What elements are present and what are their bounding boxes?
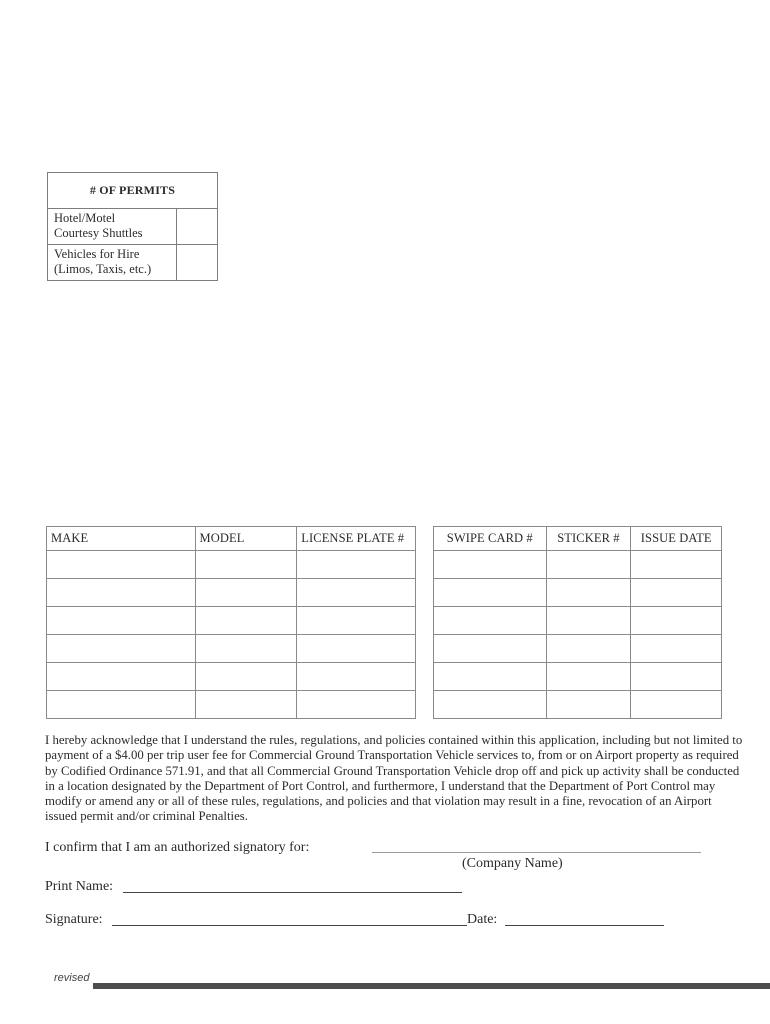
permits-row-label-line1: Vehicles for Hire [54, 247, 140, 261]
license-plate-cell[interactable] [297, 663, 416, 691]
license-plate-cell[interactable] [297, 635, 416, 663]
model-cell[interactable] [195, 579, 297, 607]
sticker-cell[interactable] [546, 551, 631, 579]
swipe-card-cell[interactable] [434, 663, 547, 691]
table-row [434, 691, 722, 719]
permits-row-label-line2: (Limos, Taxis, etc.) [54, 262, 152, 276]
table-row [47, 579, 416, 607]
license-plate-cell[interactable] [297, 691, 416, 719]
model-cell[interactable] [195, 635, 297, 663]
permits-row-label [48, 245, 177, 281]
sticker-cell[interactable] [546, 691, 631, 719]
swipe-card-cell[interactable] [434, 579, 547, 607]
permits-row-label [48, 209, 177, 245]
make-cell[interactable] [47, 663, 196, 691]
model-cell[interactable] [195, 663, 297, 691]
swipe-card-cell[interactable] [434, 551, 547, 579]
model-column-header: MODEL [195, 527, 297, 551]
permits-row-label-line1: Hotel/Motel [54, 211, 116, 225]
swipe-card-cell[interactable] [434, 635, 547, 663]
issue-date-cell[interactable] [631, 635, 722, 663]
issue-date-cell[interactable] [631, 663, 722, 691]
table-row [47, 551, 416, 579]
company-name-field[interactable] [372, 852, 701, 853]
license-plate-cell[interactable] [297, 607, 416, 635]
make-column-header: MAKE [47, 527, 196, 551]
table-row [434, 579, 722, 607]
signatory-label: I confirm that I am an authorized signatory for: [45, 840, 310, 855]
permits-header: # OF PERMITS [48, 173, 218, 209]
date-field[interactable] [505, 925, 664, 926]
permits-row-label-line2: Courtesy Shuttles [54, 226, 143, 240]
issue-date-cell[interactable] [631, 607, 722, 635]
sticker-cell[interactable] [546, 635, 631, 663]
make-cell[interactable] [47, 579, 196, 607]
permit-issue-table [433, 526, 722, 719]
permits-row-shuttles [48, 209, 218, 245]
table-row [434, 607, 722, 635]
issue-date-cell[interactable] [631, 579, 722, 607]
sticker-column-header: STICKER # [546, 527, 631, 551]
table-row [47, 663, 416, 691]
sticker-cell[interactable] [546, 607, 631, 635]
vehicle-info-table [46, 526, 416, 719]
date-label: Date: [467, 912, 498, 927]
model-cell[interactable] [195, 691, 297, 719]
signature-field[interactable] [112, 925, 467, 926]
make-cell[interactable] [47, 635, 196, 663]
company-name-caption: (Company Name) [462, 856, 563, 871]
model-cell[interactable] [195, 551, 297, 579]
model-cell[interactable] [195, 607, 297, 635]
table-row [434, 635, 722, 663]
make-cell[interactable] [47, 607, 196, 635]
issue-date-column-header: ISSUE DATE [631, 527, 722, 551]
permits-row-vehicles-for-hire [48, 245, 218, 281]
make-cell[interactable] [47, 551, 196, 579]
table-row [47, 607, 416, 635]
table-row [434, 663, 722, 691]
issue-date-cell[interactable] [631, 551, 722, 579]
permits-table [47, 172, 218, 281]
table-row [434, 551, 722, 579]
license-plate-cell[interactable] [297, 579, 416, 607]
swipe-card-cell[interactable] [434, 607, 547, 635]
swipe-card-cell[interactable] [434, 691, 547, 719]
acknowledgement-text: I hereby acknowledge that I understand the rules, regulations, and policies contained within this application, including but not limited to payment of a $4.00 per trip user fee for Commercial Ground Transportation Vehicle services to, from or on Airport property as required by Codified Ordinance 571.91, and that all Commercial Ground Transportation Vehicle drop off and pick up activity shall be conducted in a location designated by the Department of Port Control, and furthermore, I understand that the Department of Port Control may modify or amend any or all of these rules, regulations, and policies and that violation may result in a fine, revocation of an Airport issued permit and/or criminal Penalties. [45, 733, 743, 824]
issue-date-cell[interactable] [631, 691, 722, 719]
make-cell[interactable] [47, 691, 196, 719]
sticker-cell[interactable] [546, 579, 631, 607]
license-plate-column-header: LICENSE PLATE # [297, 527, 416, 551]
print-name-field[interactable] [123, 892, 462, 893]
revised-label: revised [54, 972, 90, 984]
sticker-cell[interactable] [546, 663, 631, 691]
signature-label: Signature: [45, 912, 103, 927]
print-name-label: Print Name: [45, 879, 114, 894]
permits-count-vehicles-field[interactable] [177, 245, 218, 281]
footer-bar [93, 983, 770, 989]
table-row [47, 691, 416, 719]
license-plate-cell[interactable] [297, 551, 416, 579]
permits-count-shuttles-field[interactable] [177, 209, 218, 245]
swipe-card-column-header: SWIPE CARD # [434, 527, 547, 551]
table-row [47, 635, 416, 663]
